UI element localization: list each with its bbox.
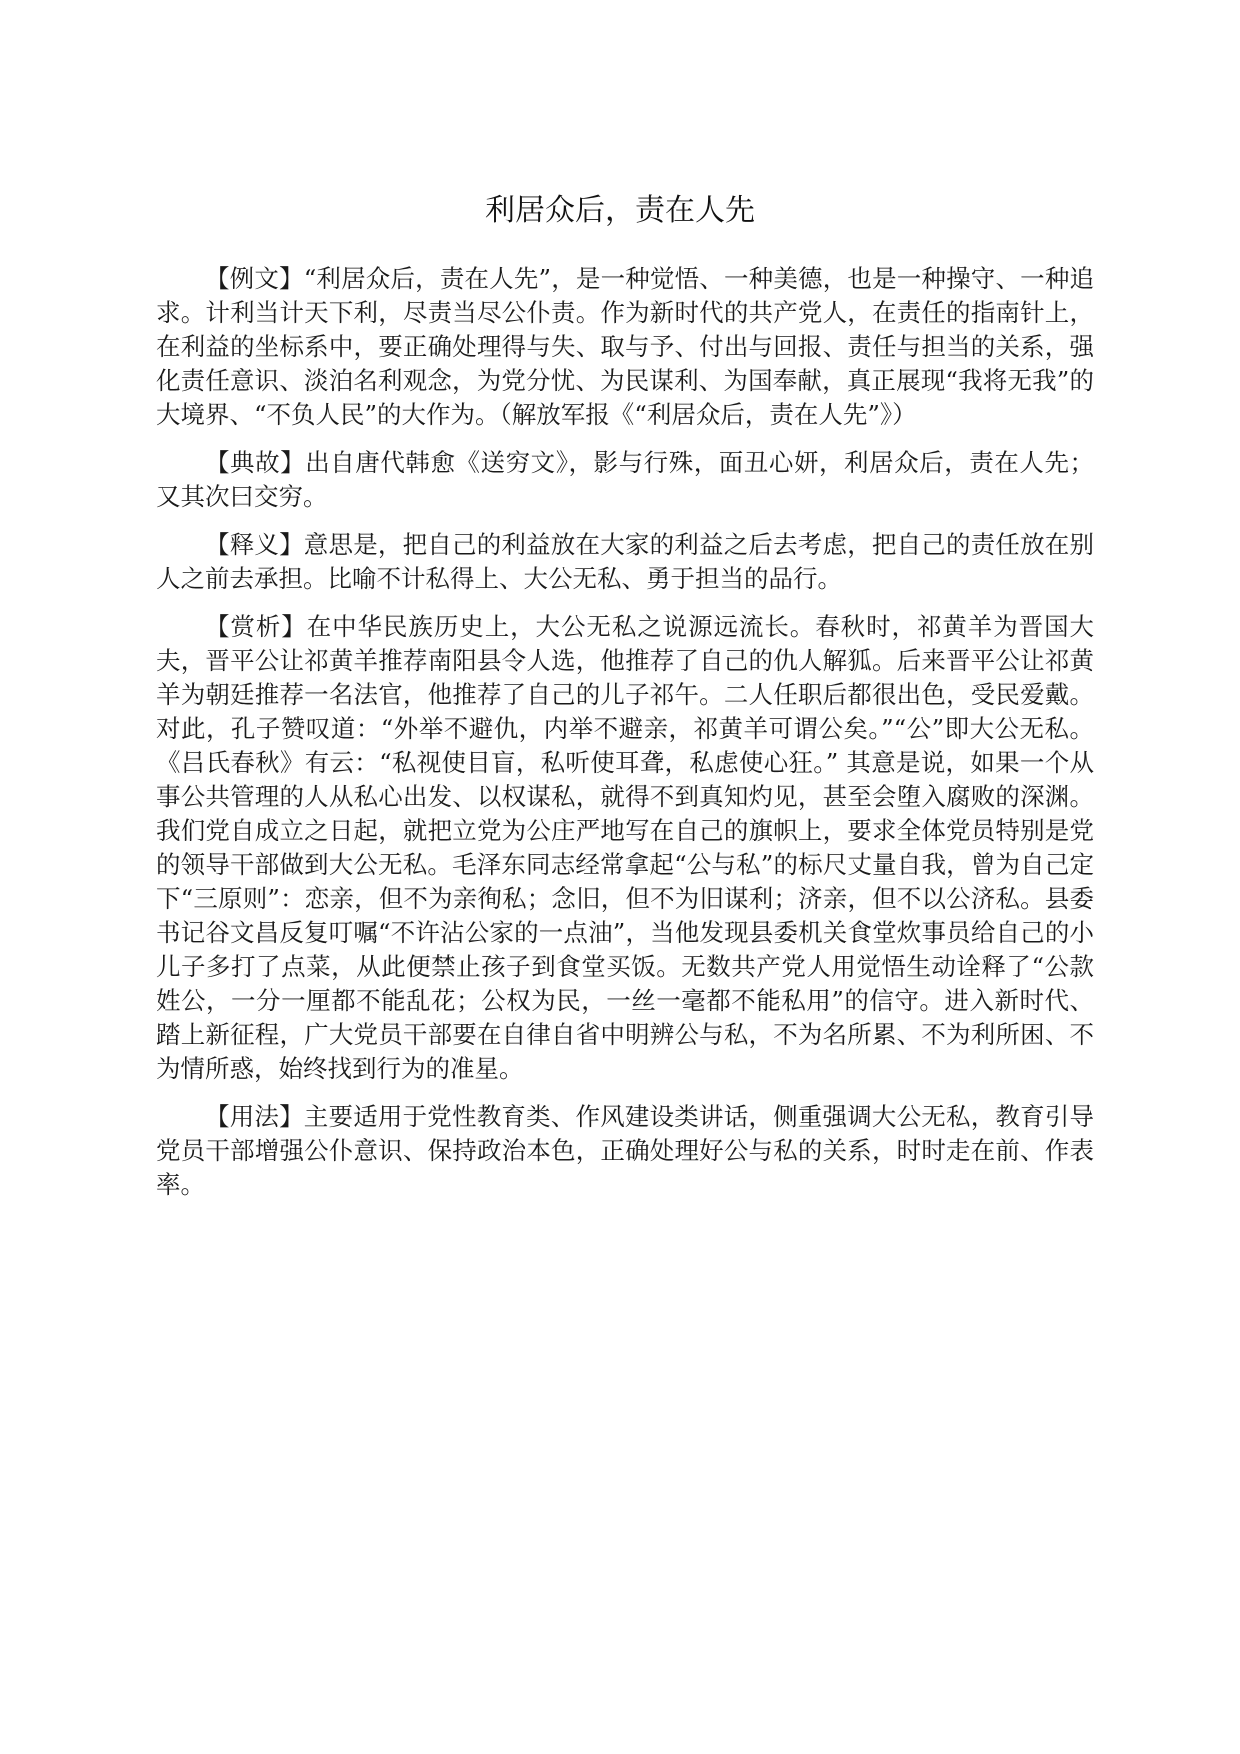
paragraph-example: 【例文】“利居众后，责在人先”，是一种觉悟、一种美德，也是一种操守、一种追求。计利当计天下利，尽责当尽公仆责。作为新时代的共产党人，在责任的指南针上，在利益的坐标系中，要正确处理得与失、取与予、付出与回报、责任与担当的关系，强化责任意识、淡泊名利观念，为党分忧、为民谋利、为国奉献，真正展现“我将无我”的大境界、“不负人民”的大作为。（解放军报《“利居众后，责在人先”》） bbox=[156, 264, 1094, 429]
paragraph-usage: 【用法】主要适用于党性教育类、作风建设类讲话，侧重强调大公无私，教育引导党员干部增强公仆意识、保持政治本色，正确处理好公与私的关系，时时走在前、作表率。 bbox=[156, 1102, 1094, 1199]
paragraph-appreciation: 【赏析】在中华民族历史上，大公无私之说源远流长。春秋时，祁黄羊为晋国大夫，晋平公让祁黄羊推荐南阳县令人选，他推荐了自己的仇人解狐。后来晋平公让祁黄羊为朝廷推荐一名法官，他推荐了自己的儿子祁午。二人任职后都很出色，受民爱戴。对此，孔子赞叹道：“外举不避仇，内举不避亲，祁黄羊可谓公矣。”“公”即大公无私。《吕氏春秋》有云：“私视使目盲，私听使耳聋，私虑使心狂。” 其意是说，如果一个从事公共管理的人从私心出发、以权谋私，就得不到真知灼见，甚至会堕入腐败的深渊。我们党自成立之日起，就把立党为公庄严地写在自己的旗帜上，要求全体党员特别是党的领导干部做到大公无私。毛泽东同志经常拿起“公与私”的标尺丈量自我，曾为自己定下“三原则”：恋亲，但不为亲徇私；念旧，但不为旧谋利；济亲，但不以公济私。县委书记谷文昌反复叮嘱“不许沾公家的一点油”，当他发现县委机关食堂炊事员给自己的小儿子多打了点菜，从此便禁止孩子到食堂买饭。无数共产党人用觉悟生动诠释了“公款姓公，一分一厘都不能乱花；公权为民，一丝一毫都不能私用”的信守。进入新时代、踏上新征程，广大党员干部要在自律自省中明辨公与私，不为名所累、不为利所困、不为情所惑，始终找到行为的准星。 bbox=[156, 612, 1094, 1083]
document-body bbox=[156, 262, 1094, 1216]
page-title: 利居众后，责在人先 bbox=[485, 193, 755, 228]
paragraph-allusion: 【典故】出自唐代韩愈《送穷文》，影与行殊，面丑心妍，利居众后，责在人先；又其次曰交穷。 bbox=[156, 448, 1094, 511]
paragraph-meaning: 【释义】意思是，把自己的利益放在大家的利益之后去考虑，把自己的责任放在别人之前去承担。比喻不计私得上、大公无私、勇于担当的品行。 bbox=[156, 530, 1094, 593]
